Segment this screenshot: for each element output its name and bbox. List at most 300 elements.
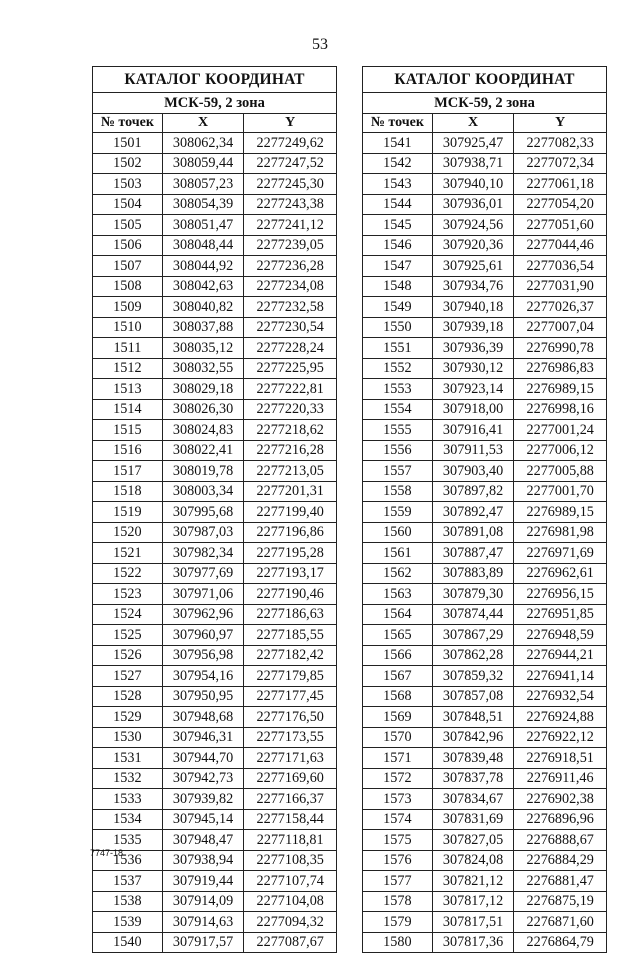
point-number-cell: 1515 [93,420,163,441]
x-coordinate-cell: 307831,69 [432,809,514,830]
x-coordinate-cell: 307960,97 [162,625,244,646]
column-header-point: № точек [363,114,433,133]
point-number-cell: 1553 [363,379,433,400]
point-number-cell: 1534 [93,809,163,830]
y-coordinate-cell: 2276884,29 [514,850,607,871]
table-row [93,707,337,728]
table-row [93,174,337,195]
x-coordinate-cell: 307946,31 [162,727,244,748]
y-coordinate-cell: 2277190,46 [244,584,337,605]
table-row [93,871,337,892]
table-row [93,153,337,174]
point-number-cell: 1533 [93,789,163,810]
table-row [93,830,337,851]
point-number-cell: 1543 [363,174,433,195]
x-coordinate-cell: 307916,41 [432,420,514,441]
x-coordinate-cell: 307962,96 [162,604,244,625]
point-number-cell: 1501 [93,133,163,154]
table-body [93,133,337,953]
page-number: 53 [312,36,328,53]
x-coordinate-cell: 308042,63 [162,276,244,297]
x-coordinate-cell: 307936,01 [432,194,514,215]
x-coordinate-cell: 307918,00 [432,399,514,420]
table-row [363,912,607,933]
x-coordinate-cell: 308037,88 [162,317,244,338]
point-number-cell: 1517 [93,461,163,482]
y-coordinate-cell: 2276948,59 [514,625,607,646]
y-coordinate-cell: 2276951,85 [514,604,607,625]
x-coordinate-cell: 308024,83 [162,420,244,441]
x-coordinate-cell: 307834,67 [432,789,514,810]
table-row [363,440,607,461]
y-coordinate-cell: 2276918,51 [514,748,607,769]
x-coordinate-cell: 307919,44 [162,871,244,892]
x-coordinate-cell: 307925,47 [432,133,514,154]
point-number-cell: 1540 [93,932,163,953]
coordinate-system-label: МСК-59, 2 зона [363,93,607,114]
y-coordinate-cell: 2277201,31 [244,481,337,502]
x-coordinate-cell: 307956,98 [162,645,244,666]
y-coordinate-cell: 2277173,55 [244,727,337,748]
point-number-cell: 1550 [363,317,433,338]
y-coordinate-cell: 2277001,70 [514,481,607,502]
y-coordinate-cell: 2276990,78 [514,338,607,359]
point-number-cell: 1567 [363,666,433,687]
y-coordinate-cell: 2277051,60 [514,215,607,236]
x-coordinate-cell: 307925,61 [432,256,514,277]
x-coordinate-cell: 307971,06 [162,584,244,605]
y-coordinate-cell: 2277218,62 [244,420,337,441]
y-coordinate-cell: 2277228,24 [244,338,337,359]
y-coordinate-cell: 2276956,15 [514,584,607,605]
point-number-cell: 1514 [93,399,163,420]
table-row [93,317,337,338]
x-coordinate-cell: 307848,51 [432,707,514,728]
y-coordinate-cell: 2277230,54 [244,317,337,338]
y-coordinate-cell: 2277054,20 [514,194,607,215]
x-coordinate-cell: 307862,28 [432,645,514,666]
y-coordinate-cell: 2277195,28 [244,543,337,564]
x-coordinate-cell: 307939,18 [432,317,514,338]
point-number-cell: 1526 [93,645,163,666]
y-coordinate-cell: 2277232,58 [244,297,337,318]
table-row [93,338,337,359]
y-coordinate-cell: 2277007,04 [514,317,607,338]
point-number-cell: 1537 [93,871,163,892]
x-coordinate-cell: 308044,92 [162,256,244,277]
x-coordinate-cell: 307867,29 [432,625,514,646]
table-row [93,522,337,543]
point-number-cell: 1516 [93,440,163,461]
point-number-cell: 1552 [363,358,433,379]
point-number-cell: 1529 [93,707,163,728]
table-row [93,789,337,810]
x-coordinate-cell: 307887,47 [432,543,514,564]
point-number-cell: 1522 [93,563,163,584]
table-row [93,256,337,277]
column-header-x: X [432,114,514,133]
table-row [93,748,337,769]
point-number-cell: 1547 [363,256,433,277]
table-row [363,420,607,441]
y-coordinate-cell: 2277216,28 [244,440,337,461]
point-number-cell: 1518 [93,481,163,502]
table-row [363,604,607,625]
point-number-cell: 1580 [363,932,433,953]
y-coordinate-cell: 2277044,46 [514,235,607,256]
table-row [93,420,337,441]
point-number-cell: 1564 [363,604,433,625]
table-row [363,215,607,236]
y-coordinate-cell: 2277234,08 [244,276,337,297]
table-row [93,727,337,748]
table-row [93,194,337,215]
table-row [363,502,607,523]
table-row [93,215,337,236]
y-coordinate-cell: 2277182,42 [244,645,337,666]
table-row [93,235,337,256]
y-coordinate-cell: 2276989,15 [514,379,607,400]
point-number-cell: 1512 [93,358,163,379]
y-coordinate-cell: 2276902,38 [514,789,607,810]
table-row [363,666,607,687]
table-row [363,481,607,502]
x-coordinate-cell: 307948,47 [162,830,244,851]
y-coordinate-cell: 2277169,60 [244,768,337,789]
y-coordinate-cell: 2277186,63 [244,604,337,625]
point-number-cell: 1524 [93,604,163,625]
table-row [363,133,607,154]
point-number-cell: 1561 [363,543,433,564]
point-number-cell: 1560 [363,522,433,543]
x-coordinate-cell: 307817,12 [432,891,514,912]
table-body [363,133,607,953]
table-row [93,358,337,379]
table-row [93,768,337,789]
point-number-cell: 1544 [363,194,433,215]
table-row [363,707,607,728]
x-coordinate-cell: 307930,12 [432,358,514,379]
y-coordinate-cell: 2277185,55 [244,625,337,646]
table-row [93,543,337,564]
y-coordinate-cell: 2277177,45 [244,686,337,707]
x-coordinate-cell: 308054,39 [162,194,244,215]
point-number-cell: 1527 [93,666,163,687]
table-row [363,358,607,379]
y-coordinate-cell: 2277179,85 [244,666,337,687]
y-coordinate-cell: 2277072,34 [514,153,607,174]
table-row [93,686,337,707]
y-coordinate-cell: 2276941,14 [514,666,607,687]
x-coordinate-cell: 307914,63 [162,912,244,933]
catalog-title: КАТАЛОГ КООРДИНАТ [363,67,607,93]
point-number-cell: 1502 [93,153,163,174]
point-number-cell: 1520 [93,522,163,543]
y-coordinate-cell: 2277094,32 [244,912,337,933]
x-coordinate-cell: 307914,09 [162,891,244,912]
y-coordinate-cell: 2276888,67 [514,830,607,851]
point-number-cell: 1513 [93,379,163,400]
x-coordinate-cell: 307939,82 [162,789,244,810]
y-coordinate-cell: 2277087,67 [244,932,337,953]
point-number-cell: 1525 [93,625,163,646]
x-coordinate-cell: 308048,44 [162,235,244,256]
point-number-cell: 1531 [93,748,163,769]
table-row [363,297,607,318]
y-coordinate-cell: 2277239,05 [244,235,337,256]
y-coordinate-cell: 2276986,83 [514,358,607,379]
point-number-cell: 1508 [93,276,163,297]
table-row [363,891,607,912]
x-coordinate-cell: 307920,36 [432,235,514,256]
x-coordinate-cell: 307891,08 [432,522,514,543]
x-coordinate-cell: 307911,53 [432,440,514,461]
x-coordinate-cell: 307883,89 [432,563,514,584]
y-coordinate-cell: 2277193,17 [244,563,337,584]
x-coordinate-cell: 308032,55 [162,358,244,379]
table-row [93,932,337,953]
y-coordinate-cell: 2277104,08 [244,891,337,912]
table-row [363,194,607,215]
x-coordinate-cell: 307859,32 [432,666,514,687]
y-coordinate-cell: 2277107,74 [244,871,337,892]
x-coordinate-cell: 308019,78 [162,461,244,482]
point-number-cell: 1509 [93,297,163,318]
point-number-cell: 1530 [93,727,163,748]
table-row [363,584,607,605]
y-coordinate-cell: 2277006,12 [514,440,607,461]
point-number-cell: 1535 [93,830,163,851]
y-coordinate-cell: 2276924,88 [514,707,607,728]
y-coordinate-cell: 2277236,28 [244,256,337,277]
column-header-y: Y [514,114,607,133]
x-coordinate-cell: 308062,34 [162,133,244,154]
x-coordinate-cell: 307936,39 [432,338,514,359]
y-coordinate-cell: 2277031,90 [514,276,607,297]
x-coordinate-cell: 307924,56 [432,215,514,236]
table-row [363,543,607,564]
point-number-cell: 1548 [363,276,433,297]
point-number-cell: 1575 [363,830,433,851]
y-coordinate-cell: 2277176,50 [244,707,337,728]
coordinate-system-label: МСК-59, 2 зона [93,93,337,114]
point-number-cell: 1571 [363,748,433,769]
y-coordinate-cell: 2277249,62 [244,133,337,154]
point-number-cell: 1563 [363,584,433,605]
x-coordinate-cell: 308035,12 [162,338,244,359]
y-coordinate-cell: 2276875,19 [514,891,607,912]
table-row [363,174,607,195]
y-coordinate-cell: 2276871,60 [514,912,607,933]
x-coordinate-cell: 308051,47 [162,215,244,236]
point-number-cell: 1562 [363,563,433,584]
x-coordinate-cell: 307817,36 [432,932,514,953]
point-number-cell: 1579 [363,912,433,933]
table-row [363,276,607,297]
point-number-cell: 1556 [363,440,433,461]
point-number-cell: 1519 [93,502,163,523]
table-row [93,891,337,912]
x-coordinate-cell: 307942,73 [162,768,244,789]
x-coordinate-cell: 308040,82 [162,297,244,318]
y-coordinate-cell: 2277026,37 [514,297,607,318]
x-coordinate-cell: 307938,94 [162,850,244,871]
x-coordinate-cell: 307874,44 [432,604,514,625]
y-coordinate-cell: 2277199,40 [244,502,337,523]
y-coordinate-cell: 2276962,61 [514,563,607,584]
point-number-cell: 1539 [93,912,163,933]
table-row [363,686,607,707]
y-coordinate-cell: 2277241,12 [244,215,337,236]
y-coordinate-cell: 2277213,05 [244,461,337,482]
point-number-cell: 1532 [93,768,163,789]
table-row [363,625,607,646]
y-coordinate-cell: 2277247,52 [244,153,337,174]
table-row [363,399,607,420]
table-row [363,850,607,871]
point-number-cell: 1521 [93,543,163,564]
table-row [363,461,607,482]
table-row [93,440,337,461]
table-row [93,645,337,666]
y-coordinate-cell: 2277225,95 [244,358,337,379]
point-number-cell: 1555 [363,420,433,441]
y-coordinate-cell: 2276971,69 [514,543,607,564]
x-coordinate-cell: 307879,30 [432,584,514,605]
point-number-cell: 1578 [363,891,433,912]
x-coordinate-cell: 308003,34 [162,481,244,502]
column-header-y: Y [244,114,337,133]
table-row [363,932,607,953]
table-row [93,604,337,625]
point-number-cell: 1511 [93,338,163,359]
point-number-cell: 1542 [363,153,433,174]
point-number-cell: 1504 [93,194,163,215]
table-row [363,748,607,769]
x-coordinate-cell: 307857,08 [432,686,514,707]
point-number-cell: 1566 [363,645,433,666]
point-number-cell: 1506 [93,235,163,256]
table-row [93,502,337,523]
point-number-cell: 1505 [93,215,163,236]
table-row [93,461,337,482]
table-row [363,379,607,400]
x-coordinate-cell: 307842,96 [432,727,514,748]
y-coordinate-cell: 2277036,54 [514,256,607,277]
point-number-cell: 1573 [363,789,433,810]
table-row [93,297,337,318]
x-coordinate-cell: 308059,44 [162,153,244,174]
x-coordinate-cell: 307950,95 [162,686,244,707]
column-header-x: X [162,114,244,133]
y-coordinate-cell: 2277166,37 [244,789,337,810]
point-number-cell: 1538 [93,891,163,912]
table-row [93,850,337,871]
x-coordinate-cell: 308026,30 [162,399,244,420]
x-coordinate-cell: 307995,68 [162,502,244,523]
x-coordinate-cell: 307944,70 [162,748,244,769]
y-coordinate-cell: 2277001,24 [514,420,607,441]
y-coordinate-cell: 2277158,44 [244,809,337,830]
table-row [93,584,337,605]
y-coordinate-cell: 2277196,86 [244,522,337,543]
x-coordinate-cell: 307977,69 [162,563,244,584]
catalog-title: КАТАЛОГ КООРДИНАТ [93,67,337,93]
table-row [363,563,607,584]
x-coordinate-cell: 307839,48 [432,748,514,769]
point-number-cell: 1568 [363,686,433,707]
point-number-cell: 1574 [363,809,433,830]
table-row [363,871,607,892]
table-row [93,912,337,933]
x-coordinate-cell: 307945,14 [162,809,244,830]
x-coordinate-cell: 307954,16 [162,666,244,687]
y-coordinate-cell: 2277245,30 [244,174,337,195]
table-row [363,338,607,359]
x-coordinate-cell: 307982,34 [162,543,244,564]
x-coordinate-cell: 307940,10 [432,174,514,195]
y-coordinate-cell: 2276944,21 [514,645,607,666]
table-row [93,399,337,420]
point-number-cell: 1570 [363,727,433,748]
point-number-cell: 1558 [363,481,433,502]
x-coordinate-cell: 307824,08 [432,850,514,871]
table-row [93,563,337,584]
table-row [363,809,607,830]
table-row [93,666,337,687]
point-number-cell: 1536 [93,850,163,871]
point-number-cell: 1565 [363,625,433,646]
coordinate-catalog-table-left [92,66,337,953]
table-row [363,830,607,851]
column-header-point: № точек [93,114,163,133]
point-number-cell: 1528 [93,686,163,707]
y-coordinate-cell: 2276896,96 [514,809,607,830]
table-row [93,481,337,502]
y-coordinate-cell: 2276881,47 [514,871,607,892]
y-coordinate-cell: 2277118,81 [244,830,337,851]
table-row [93,379,337,400]
y-coordinate-cell: 2277171,63 [244,748,337,769]
table-row [93,625,337,646]
point-number-cell: 1559 [363,502,433,523]
table-row [363,645,607,666]
table-row [363,235,607,256]
x-coordinate-cell: 307837,78 [432,768,514,789]
point-number-cell: 1551 [363,338,433,359]
x-coordinate-cell: 307934,76 [432,276,514,297]
x-coordinate-cell: 307827,05 [432,830,514,851]
x-coordinate-cell: 307897,82 [432,481,514,502]
point-number-cell: 1523 [93,584,163,605]
table-row [93,809,337,830]
x-coordinate-cell: 307923,14 [432,379,514,400]
x-coordinate-cell: 307821,12 [432,871,514,892]
point-number-cell: 1572 [363,768,433,789]
point-number-cell: 1549 [363,297,433,318]
point-number-cell: 1569 [363,707,433,728]
point-number-cell: 1503 [93,174,163,195]
table-row [363,727,607,748]
x-coordinate-cell: 307917,57 [162,932,244,953]
x-coordinate-cell: 307938,71 [432,153,514,174]
y-coordinate-cell: 2277243,38 [244,194,337,215]
table-row [363,256,607,277]
document-code: 7747-18 [90,848,124,858]
y-coordinate-cell: 2277082,33 [514,133,607,154]
y-coordinate-cell: 2277222,81 [244,379,337,400]
y-coordinate-cell: 2276989,15 [514,502,607,523]
